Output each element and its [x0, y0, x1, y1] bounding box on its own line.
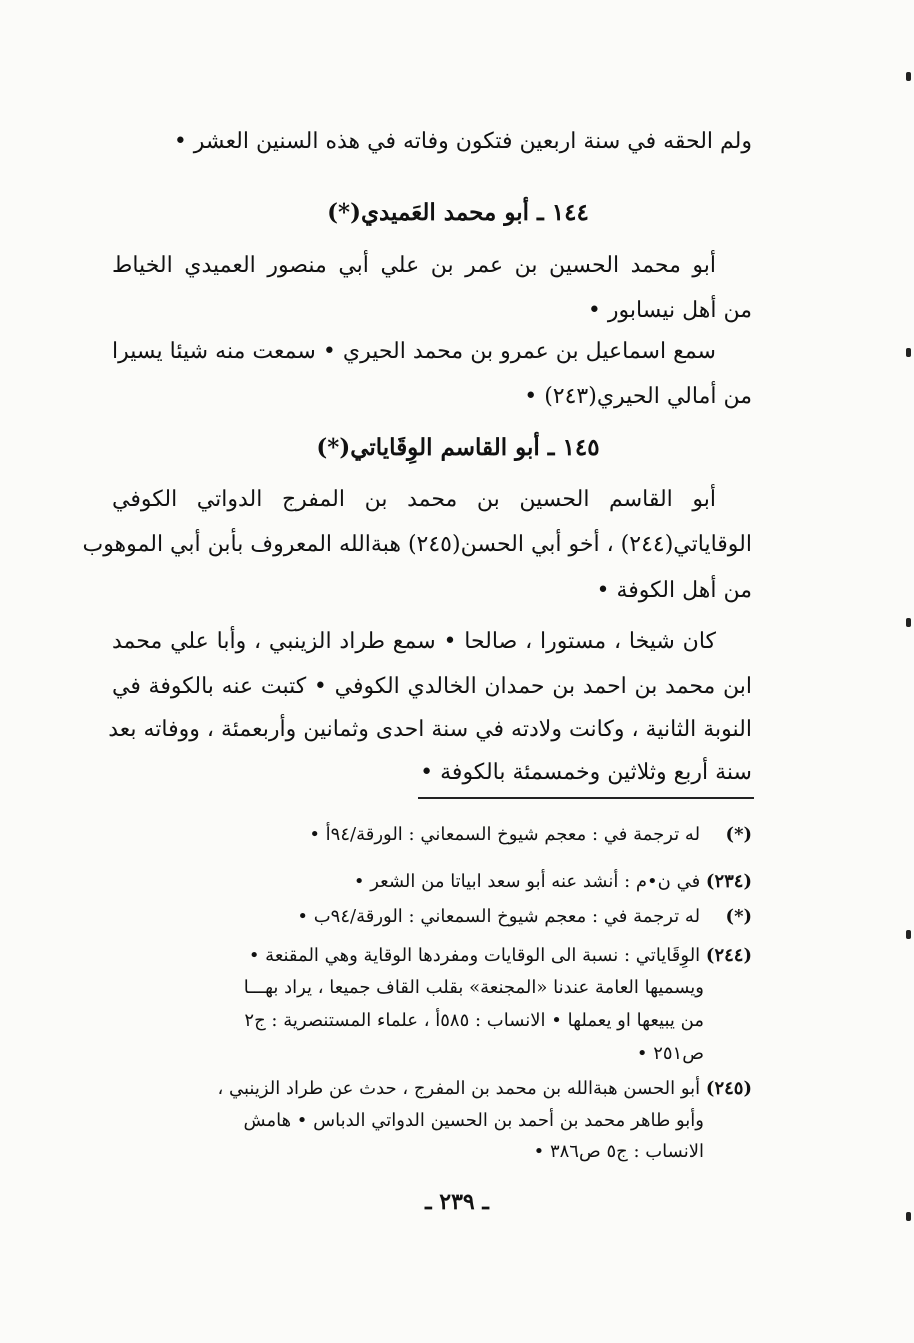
scan-mark [906, 618, 911, 627]
footnote-number: (٢٤٥) [705, 1078, 752, 1099]
text-line: النوبة الثانية ، وكانت ولادته في سنة احدى وثمانين وأربعمئة ، ووفاته بعد [108, 717, 752, 742]
text-line: أبو محمد الحسين بن عمر بن علي أبي منصور العميدي الخياط [112, 253, 716, 278]
footnote [112, 869, 752, 895]
footnote-continuation: ويسميها العامة عندنا «المجنعة» بقلب القاف جميعا ، يراد بهـــا [243, 977, 704, 998]
footnote-continuation: وأبو طاهر محمد بن أحمد بن الحسين الدواتي الدباس • هامش [243, 1110, 704, 1131]
footnote-number: (*) [725, 824, 752, 845]
footnote-continuation: الانساب : ج٥ ص٣٨٦ • [533, 1141, 704, 1162]
footnote-text: له ترجمة في : معجم شيوخ السمعاني : الورقة/٩٤ب • [297, 906, 701, 927]
footnote [112, 822, 752, 848]
entry-heading-145: ١٤٥ ـ أبو القاسم الوِقَاياتي(*) [316, 434, 600, 461]
footnote-text: في ن•م : أنشد عنه أبو سعد ابياتا من الشعر • [353, 871, 701, 892]
footnote-text: الوِقَاياتي : نسبة الى الوقايات ومفردها الوقاية وهي المقنعة • [248, 945, 701, 966]
footnote [112, 904, 752, 930]
footnote-number: (*) [725, 906, 752, 927]
scan-mark [906, 348, 911, 357]
footnote-text: أبو الحسن هبةالله بن محمد بن المفرج ، حدث عن طراد الزينبي ، [217, 1078, 701, 1099]
footnote-separator [418, 797, 754, 799]
text-line: سنة أربع وثلاثين وخمسمئة بالكوفة • [420, 760, 752, 785]
scan-mark [906, 72, 911, 81]
text-line: الوقاياتي(٢٤٤) ، أخو أبي الحسن(٢٤٥) هبةالله المعروف بأبن أبي الموهوب [82, 532, 752, 557]
footnote-text: له ترجمة في : معجم شيوخ السمعاني : الورقة/٩٤أ • [309, 824, 701, 845]
footnote-continuation: من يبيعها او يعملها • الانساب : ٥٨٥أ ، علماء المستنصرية : ج٢ [244, 1010, 704, 1031]
text-line: من أمالي الحيري(٢٤٣) • [524, 384, 752, 409]
text-line: ولم الحقه في سنة اربعين فتكون وفاته في هذه السنين العشر • [173, 129, 752, 154]
footnote-continuation: ص٢٥١ • [636, 1043, 704, 1064]
scan-mark [906, 1212, 911, 1221]
footnote-number: (٢٤٤) [705, 945, 752, 966]
text-line: سمع اسماعيل بن عمرو بن محمد الحيري • سمعت منه شيئا يسيرا [112, 339, 716, 364]
scan-mark [906, 930, 911, 939]
text-line: من أهل الكوفة • [596, 578, 752, 603]
footnote [112, 1076, 752, 1102]
text-line: كان شيخا ، مستورا ، صالحا • سمع طراد الزينبي ، وأبا علي محمد [112, 629, 716, 654]
footnote [112, 943, 752, 969]
text-line: ابن محمد بن احمد بن حمدان الخالدي الكوفي • كتبت عنه بالكوفة في [112, 674, 752, 699]
page-number: ـ ٢٣٩ ـ [425, 1189, 489, 1215]
text-line: أبو القاسم الحسين بن محمد بن المفرج الدواتي الكوفي [112, 487, 716, 512]
footnote-number: (٢٣٤) [705, 871, 752, 892]
text-line: من أهل نيسابور • [587, 298, 752, 323]
entry-heading-144: ١٤٤ ـ أبو محمد العَميدي(*) [327, 199, 589, 226]
